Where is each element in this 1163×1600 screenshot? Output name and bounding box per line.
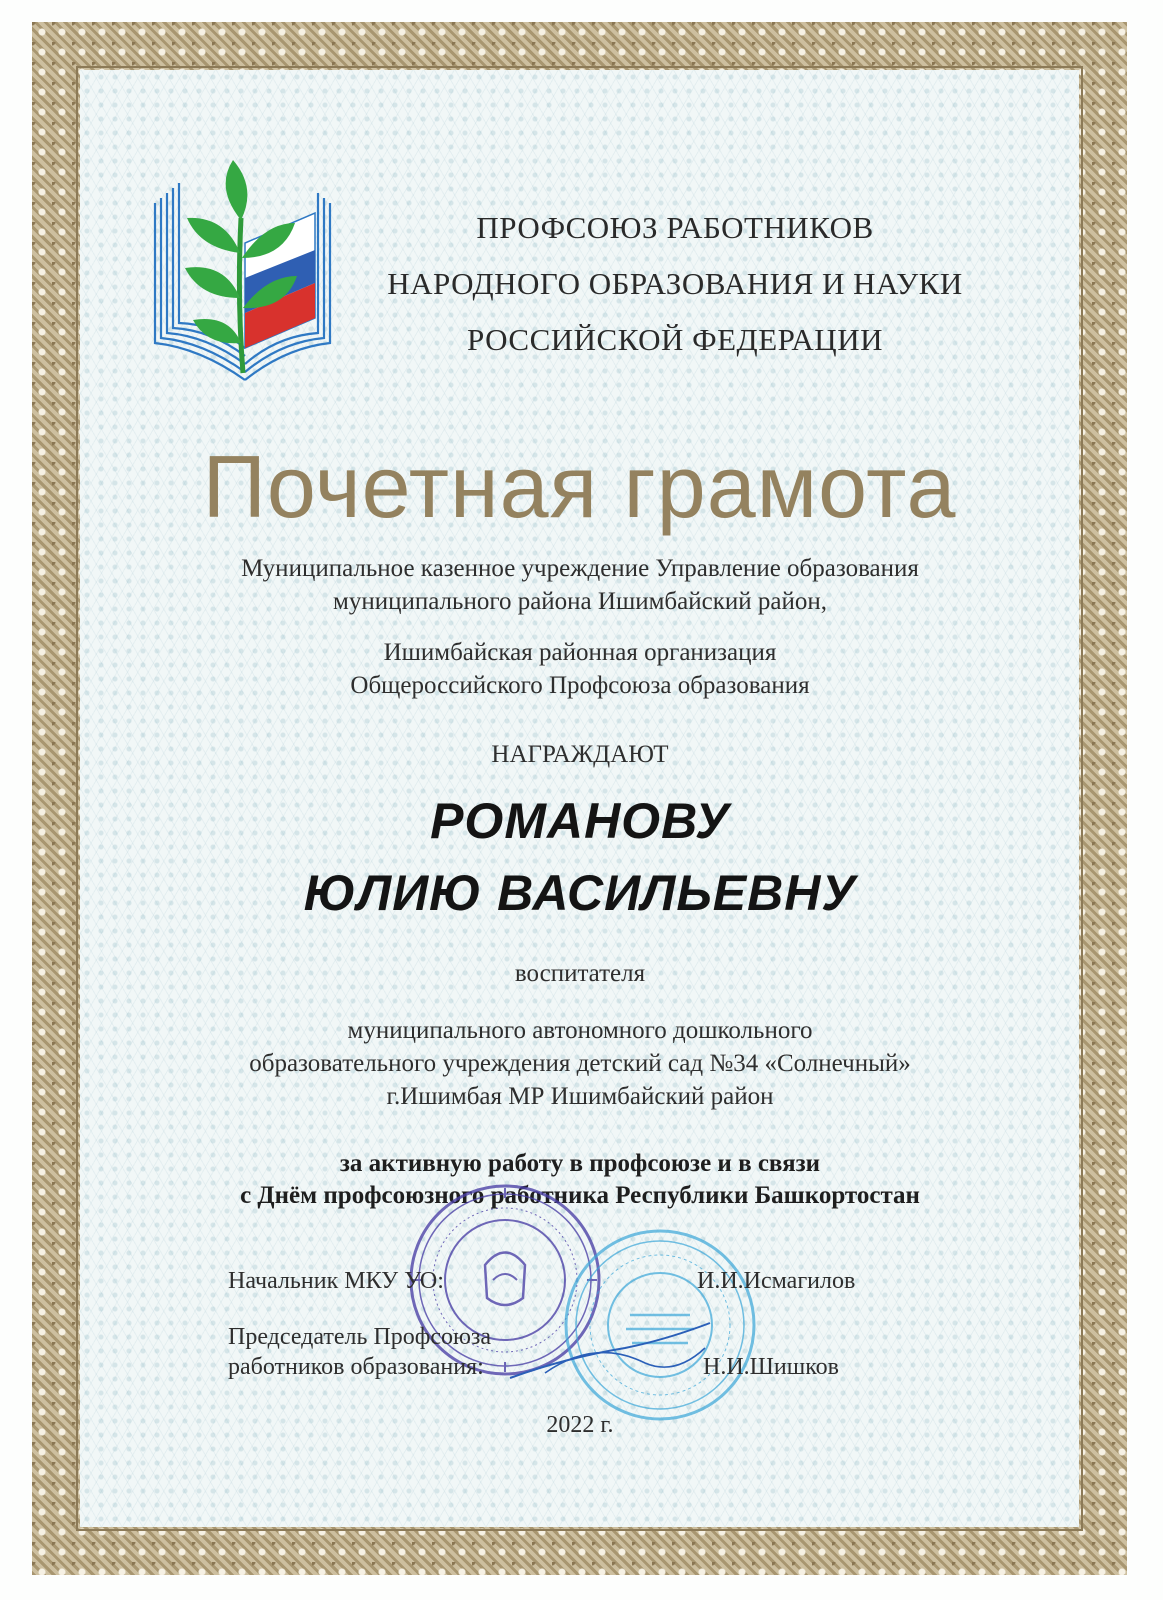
position: [80, 957, 1080, 990]
issuer-1-line-1: Муниципальное казенное учреждение Управление образования: [241, 555, 919, 582]
awardee-name: [80, 785, 1080, 929]
institution-line-1: муниципального автономного дошкольного: [347, 1017, 813, 1044]
issuer-2-line-2: Общероссийского Профсоюза образования: [350, 672, 810, 699]
institution-line-3: г.Ишимбая МР Ишимбайский район: [386, 1083, 774, 1110]
org-header-line-1: ПРОФСОЮЗ РАБОТНИКОВ: [476, 210, 874, 245]
reason-line-2: с Днём профсоюзного работника Республики Башкортостан: [240, 1182, 920, 1209]
award-verb: [80, 738, 1080, 771]
issuer-2: [80, 636, 1080, 702]
issue-year: 2022 г.: [546, 1412, 614, 1438]
trade-union-logo-icon: [145, 158, 340, 388]
chair-title-line-2: работников образования:: [228, 1354, 484, 1380]
certificate-title: Почетная грамота: [202, 437, 957, 536]
organization-header: [345, 200, 1005, 368]
head-title: Начальник МКУ УО:: [228, 1268, 444, 1294]
org-header-line-3: РОССИЙСКОЙ ФЕДЕРАЦИИ: [467, 322, 883, 357]
issuer-1-line-2: муниципального района Ишимбайский район,: [333, 588, 827, 615]
institution-line-2: образовательного учреждения детский сад №34 «Солнечный»: [249, 1050, 911, 1077]
chair-name: Н.И.Шишков: [703, 1354, 839, 1380]
institution: [80, 1014, 1080, 1113]
chair-title-line-1: Председатель Профсоюза: [228, 1324, 492, 1350]
issuer-2-line-1: Ишимбайская районная организация: [383, 639, 777, 666]
position-text: воспитателя: [514, 960, 646, 987]
award-verb-text: НАГРАЖДАЮТ: [491, 741, 669, 768]
awardee-given-names: ЮЛИЮ ВАСИЛЬЕВНУ: [303, 865, 857, 921]
awardee-surname: РОМАНОВУ: [430, 793, 730, 849]
head-name: И.И.Исмагилов: [697, 1268, 856, 1294]
reason-line-1: за активную работу в профсоюзе и в связи: [339, 1150, 821, 1177]
signature-scribble-icon: [505, 1318, 715, 1388]
issuer-1: [80, 552, 1080, 618]
org-header-line-2: НАРОДНОГО ОБРАЗОВАНИЯ И НАУКИ: [387, 266, 963, 301]
